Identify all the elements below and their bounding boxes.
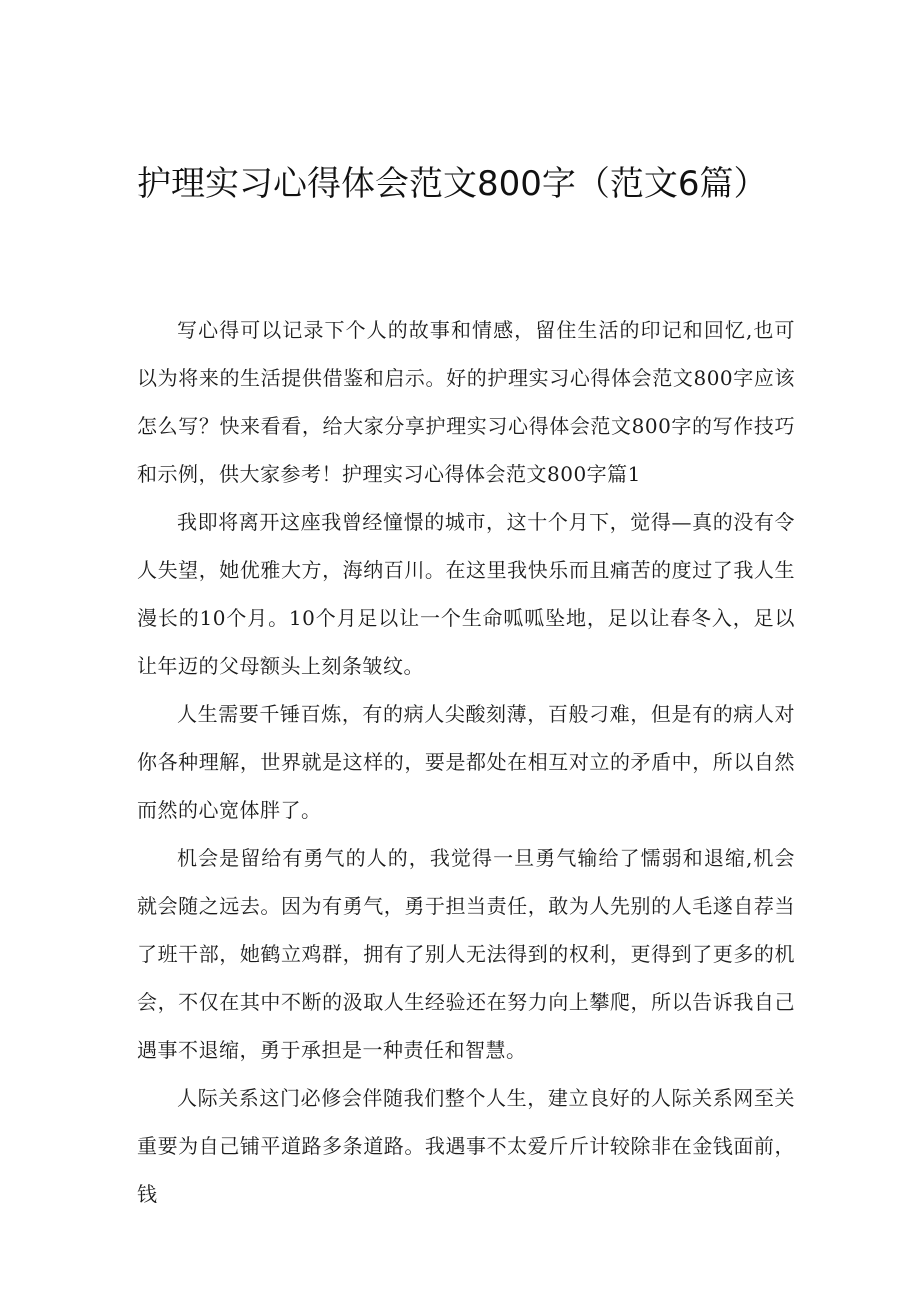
paragraph-courage: 机会是留给有勇气的人的，我觉得一旦勇气输给了懦弱和退缩,机会就会随之远去。因为有勇气，勇于担当责任，敢为人先别的人毛遂自荐当了班干部，她鹤立鸡群，拥有了别人无法得到的权利，更得到了更多的机会，不仅在其中不断的汲取人生经验还在努力向上攀爬，所以告诉我自己遇事不退缩，勇于承担是一种责任和智慧。 bbox=[137, 846, 795, 1062]
document-body bbox=[137, 306, 795, 1218]
paragraph-relationships: 人际关系这门必修会伴随我们整个人生，建立良好的人际关系网至关重要为自己铺平道路多条道路。我遇事不太爱斤斤计较除非在金钱面前，钱 bbox=[137, 1086, 795, 1206]
paragraph-tempering: 人生需要千锤百炼，有的病人尖酸刻薄，百般刁难，但是有的病人对你各种理解，世界就是这样的，要是都处在相互对立的矛盾中，所以自然而然的心宽体胖了。 bbox=[137, 702, 795, 822]
paragraph-leaving-city: 我即将离开这座我曾经憧憬的城市，这十个月下，觉得—真的没有令人失望，她优雅大方，海纳百川。在这里我快乐而且痛苦的度过了我人生漫长的10个月。10个月足以让一个生命呱呱坠地，足以让春冬入，足以让年迈的父母额头上刻条皱纹。 bbox=[137, 510, 795, 678]
document-title: 护理实习心得体会范文800字（范文6篇） bbox=[137, 164, 768, 204]
paragraph-intro: 写心得可以记录下个人的故事和情感，留住生活的印记和回忆,也可以为将来的生活提供借鉴和启示。好的护理实习心得体会范文800字应该怎么写？快来看看，给大家分享护理实习心得体会范文800字的写作技巧和示例，供大家参考！护理实习心得体会范文800字篇1 bbox=[137, 318, 795, 486]
